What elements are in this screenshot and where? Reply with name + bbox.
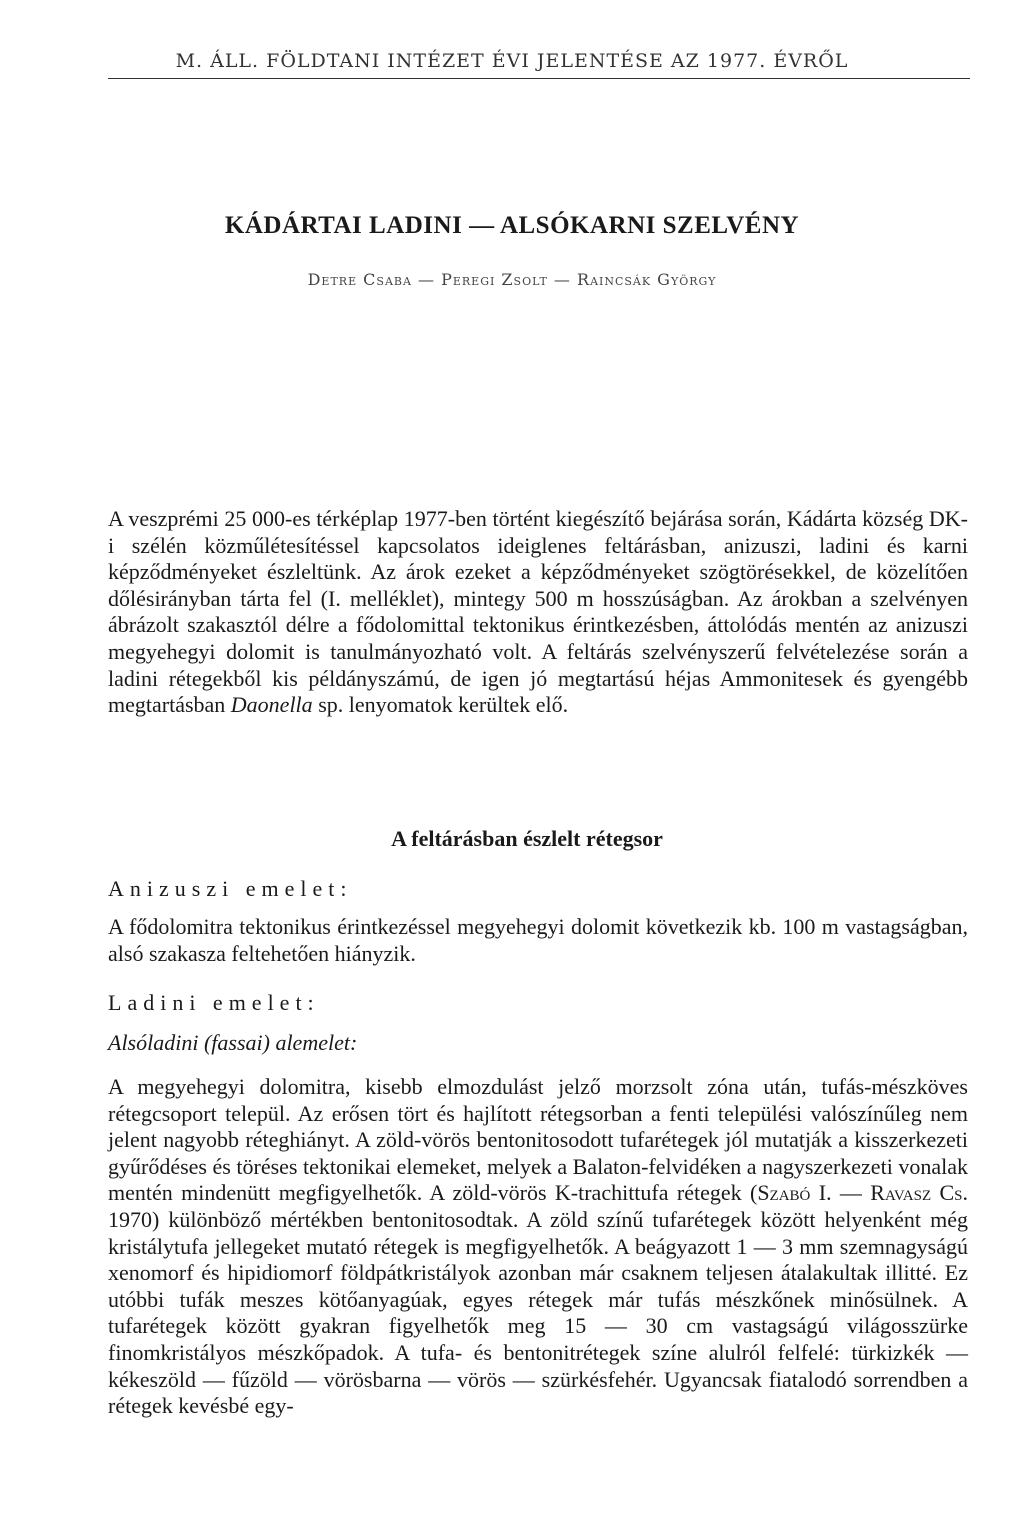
intro-paragraph bbox=[108, 506, 968, 719]
ladini-paragraph-block bbox=[108, 1074, 968, 1420]
section-title: A feltárásban észlelt rétegsor bbox=[391, 826, 663, 851]
anizuszi-paragraph-block bbox=[108, 914, 968, 967]
ladini-text-2: 1970) különböző mértékben bentonitosodtak. A zöld színű tufarétegek között helyenként még kristálytufa jellegeket mutató rétegek is megfigyelhetők. A beágyazott 1 — 3 mm szemnagyságú xenomorf és hipidiomorf földpátkristályok azonban már csaknem teljesen átalakultak illitté. Ez utóbbi tufák meszes kötőanyagúak, egyes rétegek már tufás mészkőnek minősülnek. A tufarétegek között gyakran figyelhetők meg 15 — 30 cm vastagságú világosszürke finomkristályos mészkőpadok. A tufa- és bentonitrétegek színe alulról felfelé: türkizkék — kékeszöld — fűzöld — vörösbarna — vörös — szürkésfehér. Ugyancsak fiatalodó sorrendben a rétegek kevésbé egy- bbox=[108, 1206, 968, 1419]
ladini-paragraph bbox=[108, 1074, 968, 1420]
intro-tail: sp. lenyomatok kerültek elő. bbox=[318, 692, 569, 718]
article-title: KÁDÁRTAI LADINI — ALSÓKARNI SZELVÉNY bbox=[224, 212, 800, 239]
ladini-text-1: A megyehegyi dolomitra, kisebb elmozdulást jelző morzsolt zóna után, tufás-mészköves rétegcsoport települ. Az erősen tört és hajlított rétegsorban a fenti települési valószínűleg nem jelent nagyobb réteghiányt. A zöld-vörös bentonitosodott tufarétegek jól mutatják a kisszerkezeti gyűrődéses és töréses tektonikai elemeket, melyek a Balaton-felvidéken a nagyszerkezeti vonalak mentén mindenütt megfigyelhetők. A zöld-vörös K-trachittufa rétegek ( bbox=[108, 1074, 968, 1206]
intro-paragraph-block bbox=[108, 506, 968, 719]
ladini-citation: Szabó I. — Ravasz Cs. bbox=[757, 1180, 968, 1206]
header-rule bbox=[108, 78, 970, 79]
heading-ladini: Ladini emelet: bbox=[108, 990, 320, 1015]
subheading-alsoladini: Alsóladini (fassai) alemelet: bbox=[108, 1030, 358, 1055]
intro-italic-genus: Daonella bbox=[230, 692, 313, 718]
article-authors: Detre Csaba — Peregi Zsolt — Raincsák György bbox=[307, 270, 717, 289]
anizuszi-paragraph: A fődolomitra tektonikus érintkezéssel megyehegyi dolomit következik kb. 100 m vastagságban, alsó szakasza feltehetően hiányzik. bbox=[108, 914, 968, 966]
running-head: M. ÁLL. FÖLDTANI INTÉZET ÉVI JELENTÉSE AZ 1977. ÉVRŐL bbox=[175, 50, 849, 72]
intro-text: A veszprémi 25 000-es térképlap 1977-ben történt kiegészítő bejárása során, Kádárta község DK-i szélén közműlétesítéssel kapcsolatos ideiglenes feltárásban, anizuszi, ladini és karni képződményeket észleltünk. Az árok ezeket a képződményeket szögtörésekkel, de közelítően dőlésirányban tárta fel (I. melléklet), mintegy 500 m hosszúságban. Az árokban a szelvényen ábrázolt szakasztól délre a fődolomittal tektonikus érintkezésben, áttolódás mentén az anizuszi megyehegyi dolomit is tanulmányozható volt. A feltárás szelvényszerű felvételezése során a ladini rétegekből kis példányszámú, de igen jó megtartású héjas Ammonitesek és gyengébb megtartásban bbox=[108, 506, 968, 718]
heading-anizuszi: Anizuszi emelet: bbox=[108, 876, 353, 901]
